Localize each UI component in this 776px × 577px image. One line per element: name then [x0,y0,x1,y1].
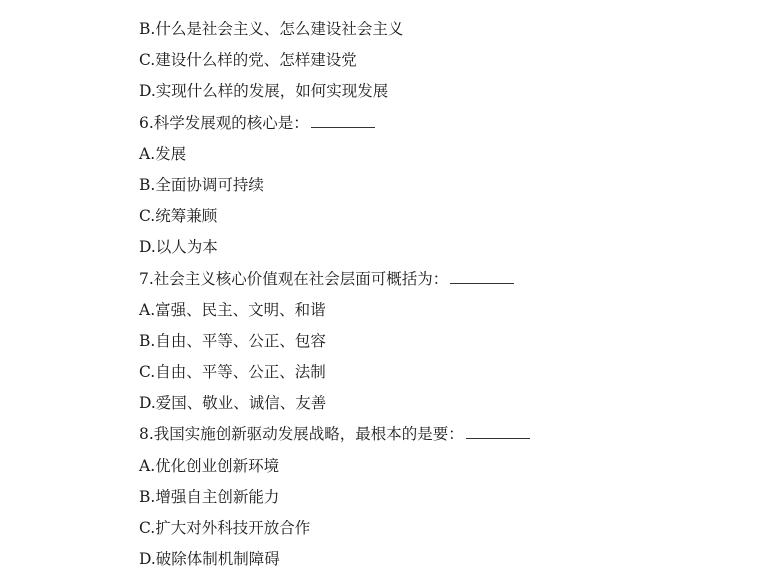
option-text: C.建设什么样的党、怎样建设党 [139,51,357,70]
question-line [139,108,759,139]
option-text: D.以人为本 [139,238,218,257]
option-line [139,451,759,482]
option-line [139,357,759,388]
question-text: 6.科学发展观的核心是： [139,113,309,132]
option-text: A.富强、民主、文明、和谐 [139,300,326,319]
question-text: 7.社会主义核心价值观在社会层面可概括为： [139,269,449,288]
option-text: A.优化创业创新环境 [139,456,280,475]
option-line [139,232,759,263]
option-line [139,139,759,170]
option-text: C.统筹兼顾 [139,207,218,226]
document-body [139,14,759,575]
option-line [139,201,759,232]
option-line [139,14,759,45]
option-text: C.扩大对外科技开放合作 [139,519,311,537]
option-text: D.破除体制机制障碍 [139,550,280,569]
option-line [139,170,759,201]
option-text: D.实现什么样的发展，如何实现发展 [139,82,389,101]
question-text: 8.我国实施创新驱动发展战略，最根本的是要： [139,425,464,444]
option-line [139,388,759,419]
option-text: C.自由、平等、公正、法制 [139,363,326,382]
option-line [139,295,759,326]
option-line [139,513,759,544]
answer-blank [466,424,530,439]
option-text: D.爱国、敬业、诚信、友善 [139,394,327,413]
answer-blank [311,113,375,128]
option-line [139,45,759,76]
question-line [139,419,759,450]
answer-blank [450,269,514,284]
option-text: B.什么是社会主义、怎么建设社会主义 [139,20,404,38]
option-line [139,76,759,107]
option-text: B.增强自主创新能力 [139,487,280,506]
option-text: A.发展 [139,144,187,163]
option-text: B.自由、平等、公正、包容 [139,331,326,350]
question-line [139,264,759,295]
option-line [139,326,759,357]
option-text: B.全面协调可持续 [139,175,264,194]
option-line [139,544,759,575]
option-line [139,482,759,513]
